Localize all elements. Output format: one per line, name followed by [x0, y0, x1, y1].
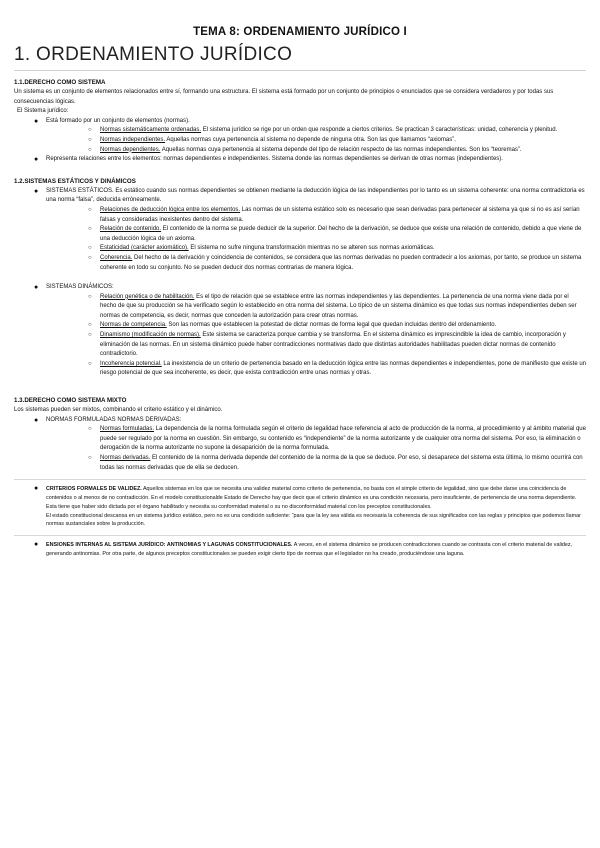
circle-bullet-icon: ○: [88, 254, 92, 261]
list-item: ○ Relación de contenido. El contenido de la norma se puede deducir de la superior. Del hecho de la derivación, se deduce que existe una relación de contenido, debido a que viene de una deducción lógica de un axioma.: [88, 226, 582, 242]
circle-bullet-icon: ○: [88, 226, 92, 233]
circle-bullet-icon: ○: [88, 322, 92, 329]
paragraph: Un sistema es un conjunto de elementos relacionados entre sí, formando una estructura. El sistema está formado por un conjunto de principios o enunciados que se considera verdaderos y por todas sus consecuencias lógicas.: [14, 89, 554, 105]
bullet-icon: ●: [34, 416, 39, 424]
list-item: ○ Incoherencia potencial. La inexistencia de un criterio de pertenencia basado en la deducción lógica entre las normas dependientes e independientes, pone de manifiesto que existe un riesgo potencial de que sea incoherente, es decir, que exista contradicción entre unas normas y otras.: [88, 360, 587, 377]
circle-bullet-icon: ○: [88, 455, 92, 461]
list-item: ○ Normas de competencia. Son las normas que establecen la potestad de dictar normas de forma legal que quedan incluidas dentro del ordenamiento.: [14, 321, 586, 331]
divider: [14, 535, 586, 536]
section-heading-1-3: 1.3.DERECHO COMO SISTEMA MIXTO: [14, 397, 127, 405]
circle-bullet-icon: ○: [88, 206, 92, 213]
circle-bullet-icon: ○: [88, 293, 92, 300]
bullet-icon: ●: [34, 541, 39, 549]
list-item: ○ Relación genética o de habilitación. Es el tipo de relación que se establece entre las normas independientes y las dependientes. La pertenencia de una norma viene dada por el hecho de que su producción se ha verificado según lo establecido en otra norma del sistema. Lo típico de un sistema dinámico es que todas sus normas independientes deben ser normas de competencia, es decir, normas que conceden la autorización para crear otras normas.: [88, 293, 577, 319]
list-item: ○ Estaticidad (carácter axiomático). El sistema no sufre ninguna transformación mientras no se alteren sus normas axiomáticas.: [14, 244, 586, 254]
bullet-list: [14, 283, 586, 379]
list-item: El estado constitucional descansa en un sistema jurídico estático, pero no es una condición suficiente: “para que la ley sea válida es necesaria la coherencia de sus significados con las reglas y principios que podemos llamar normas sustanciales sobre la producción.: [46, 512, 581, 528]
bullet-icon: ●: [34, 156, 39, 164]
bullet-icon: ●: [34, 187, 39, 195]
list-item: ○ Normas dependientes. Aquellas normas cuya pertenencia al sistema depende del tipo de relación respecto de las normas independientes. Son los “teoremas”.: [14, 146, 586, 156]
bullet-list: [14, 541, 586, 559]
paragraph: El Sistema jurídico:: [17, 108, 69, 115]
bullet-list: [14, 117, 586, 165]
circle-bullet-icon: ○: [88, 332, 92, 339]
list-item: ● ENSIONES INTERNAS AL SISTEMA JURÍDICO: ANTINOMIAS Y LAGUNAS CONSTITUCIONALES. A veces, en el sistema dinámico se producen contradicciones cuando se contrasta con el criterio material de validez, generando antinomias. Por otra parte, de algunos preceptos constitucionales se pueden exigir cierto tipo de normas que el legislador no ha creado, produciéndose una laguna.: [34, 541, 573, 557]
list-item: ● Está formado por un conjunto de elementos (normas).: [34, 117, 190, 125]
list-item: ● SISTEMAS DINÁMICOS:: [34, 284, 114, 292]
list-item: ○ Coherencia. Del hecho de la derivación y coincidencia de contenidos, se considera que las normas derivadas no pueden contradecir a los axiomas, por tanto, se produce un sistema coherente en todo su conjunto. No se pueden deducir dos normas contrarias de manera lógica.: [88, 254, 582, 271]
section-heading-1-1: 1.1.DERECHO COMO SISTEMA: [14, 79, 106, 86]
list-item: ○ Normas formuladas. La dependencia de la norma formulada según el criterio de legalidad hace referencia al acto de producción de la norma, al procedimiento y al ámbito material que puede ser regulado por la norma en cuestión. Sin embargo, su contenido es “independiente” de la norma autorizante y de cualquier otra norma del sistema. Por eso, la eliminación o derogación de la norma autorizante no supone la desaparición de la norma formulada.: [88, 426, 586, 452]
section-heading-1-2: 1.2.SISTEMAS ESTÁTICOS Y DINÁMICOS: [14, 177, 136, 185]
circle-bullet-icon: ○: [88, 146, 92, 153]
bullet-icon: ●: [34, 485, 39, 493]
list-item: ○ Relaciones de deducción lógica entre los elementos. Las normas de un sistema estático solo es necesario que sean derivadas para pertenecer al sistema ya que si no es así serían falsas y consideradas inexistentes dentro del sistema.: [88, 206, 580, 223]
circle-bullet-icon: ○: [88, 245, 92, 252]
bullet-icon: ●: [34, 284, 39, 292]
bullet-icon: ●: [34, 117, 39, 125]
divider: [14, 479, 586, 480]
document-title: TEMA 8: ORDENAMIENTO JURÍDICO I: [193, 26, 407, 38]
list-item: ○ Normas independientes. Aquellas normas cuya pertenencia al sistema no depende de ninguna otra. Son las que llamamos “axiomas”.: [14, 136, 586, 146]
list-item: ● SISTEMAS ESTÁTICOS. Es estático cuando sus normas dependientes se obtienen mediante la deducción lógica de las independientes por lo tanto es un sistema coherente: una norma contradictoria es una norma “falsa”, deducida erróneamente.: [34, 187, 585, 204]
list-item: ● Representa relaciones entre los elementos: normas dependientes e independientes. Sistema donde las normas dependientes se derivan de otras normas (independientes).: [34, 156, 503, 164]
chapter-heading: 1. ORDENAMIENTO JURÍDICO: [14, 44, 586, 71]
circle-bullet-icon: ○: [88, 360, 92, 367]
list-item: ○ Normas sistemáticamente ordenadas. El sistema jurídico se rige por un orden que responde a ciertos criterios. Se practican 3 características: unidad, coherencia y plenitud.: [14, 126, 586, 136]
list-item: ○ Dinamismo (modificación de normas). Este sistema se caracteriza porque cambia y se transforma. En el sistema dinámico es imprescindible la idea de cambio, incorporación y eliminación de las normas. En un sistema dinámico puede haber contradicciones normativas dado que distintas autoridades habilitadas pueden dictar normas de contenido contradictorio.: [88, 332, 566, 358]
paragraph: Los sistemas pueden ser mixtos, combinando el criterio estático y el dinámico.: [14, 407, 223, 414]
circle-bullet-icon: ○: [88, 136, 92, 143]
list-item: ● NORMAS FORMULADAS NORMAS DERIVADAS:: [34, 416, 182, 424]
bullet-list: [14, 187, 586, 273]
list-item: ● CRITERIOS FORMALES DE VALIDEZ. Aquellos sistemas en los que se necesita una validez material como criterio de pertenencia, no basta con el simple criterio de legalidad, sino que debe darse una coincidencia de contenidos o al menos de no contradicción. En el modelo constitucionalde Estado de Derecho hay que decir que el criterio dinámico es una condición necesaria, pero insuficiente, de pertenencia de una norma dependiente. Esta tiene que haber sido dictada por el órgano habilitado y necesita su conformidad material o su no disconformidad material con los preceptos constitucionales.: [34, 485, 577, 510]
circle-bullet-icon: ○: [88, 127, 92, 134]
bullet-list: [14, 485, 586, 529]
list-item: ○ Normas derivadas. El contenido de la norma derivada depende del contenido de la norma de la que se deduce. Por eso, si desaparece del sistema esta última, lo mismo ocurrirá con todas las normas derivadas que de ella se deducen.: [88, 455, 583, 471]
circle-bullet-icon: ○: [88, 426, 92, 433]
bullet-list: [14, 416, 586, 474]
